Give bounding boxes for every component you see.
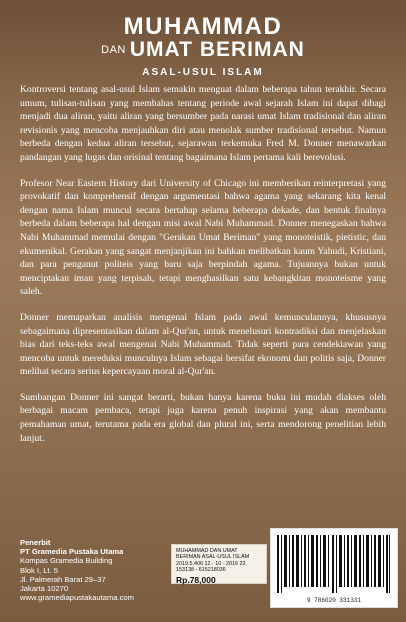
publisher-name: PT Gramedia Pustaka Utama	[20, 547, 124, 557]
sticker-title: MUHAMMAD DAN UMAT BERIMAN ASAL-USUL ISLAM	[176, 548, 250, 561]
blurb-paragraph: Kontroversi tentang asal-usul Islam semakin menguat dalam beberapa tahun terakhir. Secara umum, tulisan-tulisan yang membahas tentang periode awal sejarah Islam ini dapat dibagi menjadi dua aliran, yaitu aliran yang bersumber pada narasi umat Islam tradisional dan aliran revisionis yang mencoba menjauhkan diri atau menolak sumber tradisional tersebut. Namun berbeda dengan kedua aliran tersebut, sejarawan terkemuka Fred M. Donner menawarkan pandangan yang lugas dan orisinal tentang bagaimana Islam pertama kali berevolusi.	[20, 84, 386, 163]
sticker-code: 153138 - 615218036	[176, 567, 226, 574]
blurb-paragraph: Donner memaparkan analisis mengenai Islam pada awal kemunculannya, khususnya sebagaimana dipresentasikan dalam al-Qur'an, untuk menelusuri kontradiksi dan menjelaskan bias dari teks-teks awal mengenai Nabi Muhammad. Tidak seperti para cendekiawan yang mencoba untuk mereduksi munculnya Islam sebagai bersifat ekonomi dan politis saja, Donner melihat secara serius kepercayaan moral al-Qur'an.	[20, 311, 386, 378]
publisher-website: www.gramediapustakautama.com	[20, 593, 134, 603]
blurb-paragraph: Sumbangan Donner ini sangat berarti, bukan hanya karena buku ini mudah diakses oleh berbagai macam pembaca, tetapi juga karena penuh inspirasi yang akan membantu pemahaman umat, terutama pada era global dan plural ini, serta mendorong penelitian lebih lanjut.	[20, 391, 386, 444]
blurb-paragraph: Profesor Near Eastern History dari University of Chicago ini memberikan reinterpretasi yang provokatif dan komprehensif dengan argumentasi bahwa agama yang sekarang kita kenal dengan nama Islam muncul secara bertahap selama beberapa dekade, dan bentuk finalnya berbeda dalam beberapa hal dengan misi awal Nabi Muhammad. Donner menegaskan bahwa Nabi Muhammad memulai dengan "Gerakan Umat Beriman" yang monoteistik, pietistic, dan ekumenikal. Gerakan yang sangat menjanjikan ini bahkan melibatkan kaum Yahudi, Kristiani, dan para penganut politeis yang baru saja berpindah agama. Tujuannya bukan untuk menciptakan iman yang terpisah, tetapi menghasilkan satu kebangkitan monoteisme yang saleh.	[20, 177, 386, 298]
blurb-text	[20, 83, 386, 457]
isbn-number: 9 786020 331331	[306, 597, 361, 604]
price-sticker	[171, 544, 267, 584]
book-title-connector: DAN	[101, 44, 126, 56]
book-title-main: UMAT BERIMAN	[129, 38, 305, 61]
publisher-info	[20, 538, 170, 602]
title-block	[0, 14, 406, 78]
book-title-line2	[0, 38, 406, 62]
publisher-address: Jakarta 10270	[20, 584, 69, 594]
sticker-price: Rp.78,000	[176, 574, 216, 585]
book-title-line1: MUHAMMAD	[123, 13, 283, 40]
publisher-label: Penerbit	[20, 538, 51, 547]
book-subtitle: ASAL-USUL ISLAM	[142, 67, 264, 78]
barcode-icon	[277, 535, 391, 593]
isbn-barcode	[270, 528, 398, 608]
publisher-address: Blok I, Lt. 5	[20, 565, 58, 575]
publisher-address: Kompas Gramedia Building	[20, 556, 113, 566]
sticker-code: 2019.5.406 12 - 10 - 2016 22	[176, 560, 246, 567]
publisher-address: Jl. Palmerah Barat 29–37	[20, 574, 106, 584]
